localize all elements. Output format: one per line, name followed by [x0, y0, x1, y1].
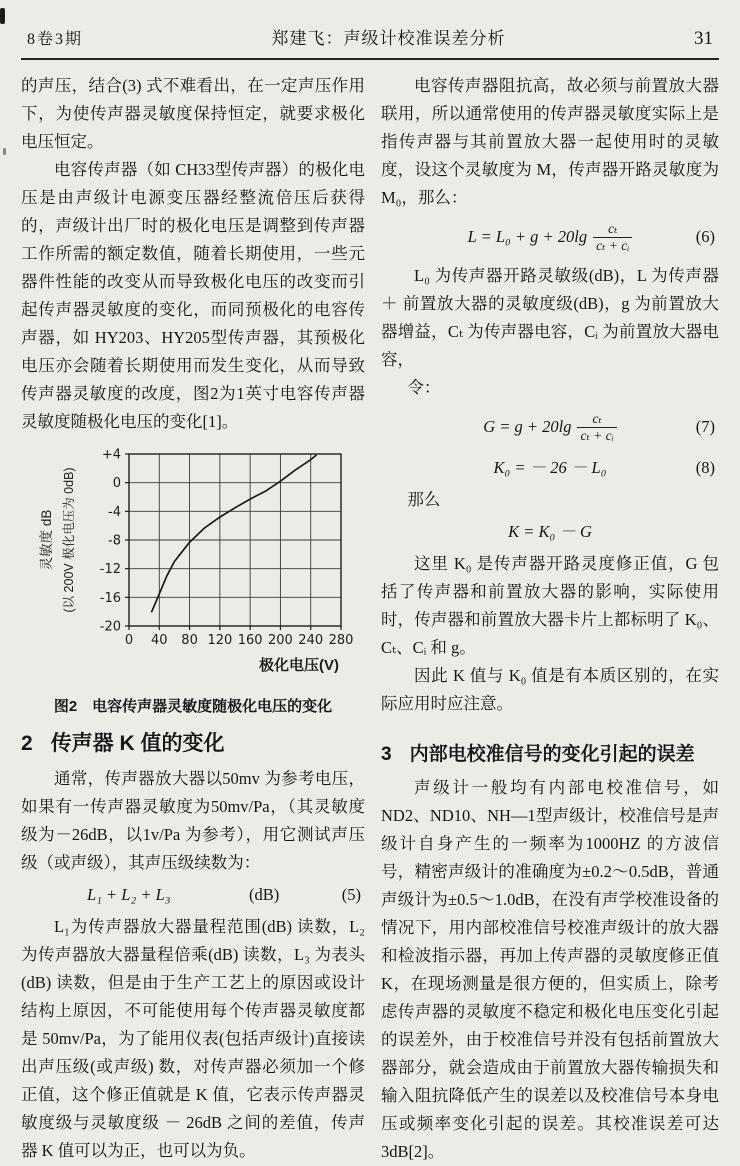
lead-word: 那么 — [407, 490, 441, 509]
svg-text:200: 200 — [268, 633, 293, 648]
header-rule — [21, 58, 719, 60]
figure-caption: 图2 电容传声器灵敏度随极化电压的变化 — [53, 698, 333, 715]
page-header — [21, 10, 719, 58]
formula-5 — [21, 879, 365, 911]
svg-text:160: 160 — [237, 633, 263, 648]
right-column — [381, 72, 719, 1166]
svg-text:40: 40 — [151, 633, 168, 648]
equation-number: (7) — [695, 417, 715, 436]
paragraph: 通常，传声器放大器以50mv 为参考电压，如果有一传声器灵敏度为50mv/Pa，（其灵敏度级为－26dB，以1v/Pa 为参考），用它测试声压级（或声级），其声压级续数为： — [21, 769, 365, 872]
svg-text:240: 240 — [298, 633, 324, 648]
equation-number: (6) — [695, 227, 715, 246]
svg-text:120: 120 — [207, 633, 233, 648]
section-2-heading — [21, 727, 365, 761]
section-number: 3 — [381, 744, 392, 765]
paragraph: 电容传声器阻抗高，故必须与前置放大器联用，所以通常使用的传声器灵敏度实际上是指传声器与其前置放大器一起使用时的灵敏度，设这个灵敏度为 M，传声器开路灵敏度为 M₀，那么： — [381, 76, 719, 207]
formula-unit: (dB) — [249, 885, 280, 904]
formula-body: L₁ + L₂ + L₃ — [87, 885, 171, 904]
equation-number: (8) — [695, 458, 715, 477]
formula-k — [381, 516, 719, 548]
lead-word: 令： — [407, 378, 441, 397]
scan-artifact — [0, 8, 5, 24]
paragraph: 电容传声器（如 CH33型传声器）的极化电压是由声级计电源变压器经整流倍压后获得的，声级计出厂时的极化电压是调整到传声器工作所需的额定数值，随着长期使用，一些元器件性能的改变从而导致极化电压的改变而引起传声器灵敏度的变化，而同预极化的电容传声器，如 HY203、HY205型传声器，其预极化电压亦会随着长期使用而发生变化，从而导致传声器灵敏度的改度，图2为1英寸电容传声器灵敏度随极化电压的变化[1]。 — [21, 160, 365, 431]
fraction-denominator: cₜ + cᵢ — [577, 427, 616, 444]
fraction-denominator: cₜ + cᵢ — [593, 237, 632, 254]
paragraph: L₁为传声器放大器量程范围(dB) 读数，L₂为传声器放大器量程倍乘(dB) 读数，L₃ 为表头(dB) 读数，但是由于生产工艺上的原因或设计结构上原因，不可能使用每个传声器灵敏度都是 50mv/Pa，为了能用仪表(包括声级计)直接读出声压级(或声级) 数，对传声器必须加一个修正值，这个修正值就是 K 值，它表示传声器灵敏度级与灵敏度级 － 26dB 之间的差值，传声器 K 值可以为正，也可以为负。 — [21, 917, 365, 1160]
figure-2 — [21, 446, 365, 719]
svg-text:80: 80 — [181, 633, 198, 648]
formula-body: K = K₀ － G — [508, 522, 592, 541]
svg-text:极化电压(V): 极化电压(V) — [259, 657, 339, 674]
fraction — [577, 411, 616, 444]
sensitivity-vs-voltage-chart — [21, 446, 365, 691]
formula-body: K₀ = － 26 － L₀ — [493, 458, 607, 477]
svg-text:(以 200V 极化电压为 0dB): (以 200V 极化电压为 0dB) — [62, 467, 76, 613]
svg-text:0: 0 — [124, 633, 134, 648]
svg-text:0: 0 — [112, 476, 121, 492]
svg-text:-16: -16 — [99, 590, 121, 606]
formula-body: L = L₀ + g + 20lg — [467, 227, 588, 246]
paragraph: 这里 K₀ 是传声器开路灵度修正值，G 包括了传声器和前置放大器的影响，实际使用时，传声器和前置放大器卡片上都标明了 K₀、Cₜ、Cᵢ 和 g。 — [381, 554, 719, 657]
scan-artifact — [3, 148, 6, 155]
svg-text:-20: -20 — [99, 619, 121, 635]
svg-text:-8: -8 — [108, 533, 121, 549]
section-3-heading — [381, 740, 719, 770]
svg-text:灵敏度 dB: 灵敏度 dB — [39, 509, 54, 571]
svg-text:-12: -12 — [99, 562, 121, 578]
equation-number: (5) — [341, 885, 361, 904]
formula-7 — [381, 404, 719, 450]
paragraph: L₀ 为传声器开路灵敏级(dB)，L 为传声器 ＋ 前置放大器的灵敏度级(dB)，g 为前置放大器增益，Cₜ 为传声器电容，Cᵢ 为前置放大器电容， — [381, 266, 719, 369]
section-title: 传声器 K 值的变化 — [50, 732, 225, 755]
fraction-numerator: cₜ — [592, 410, 602, 426]
formula-6 — [381, 214, 719, 260]
fraction — [593, 221, 632, 254]
paragraph: 声级计一般均有内部电校准信号，如ND2、ND10、NH—1型声级计，校准信号是声级计自身产生的一频率为1000HZ 的方波信号，精密声级计的准确度为±0.2～0.5dB，普通声级计为±0.5～1.0dB，在没有声学校准设备的情况下，用内部校准信号校准声级计的放大器和检波指示器，再加上传声器的灵敏度修正值 K，在现场测量是很方便的，但实质上，除考虑传声器的灵敏度不稳定和极化电压变化引起的误差外，由于校准信号并没有包括前置放大器部分，就会造成由于前置放大器传输损失和输入阻抗降低产生的误差以及校准信号本身电压或频率变化引起的误差。其校准误差可达3dB[2]。 — [381, 778, 719, 1161]
svg-text:-4: -4 — [108, 504, 121, 520]
formula-body: G = g + 20lg — [483, 417, 572, 436]
sensitivity-chart-svg — [21, 446, 365, 682]
formula-8 — [381, 452, 719, 484]
paragraph: 的声压，结合(3) 式不难看出，在一定声压作用下，为使传声器灵敏度保持恒定，就要求极化电压恒定。 — [21, 76, 365, 151]
fraction-numerator: cₜ — [608, 220, 618, 236]
page-number: 31 — [693, 28, 713, 49]
svg-text:280: 280 — [328, 633, 354, 648]
two-column-body — [21, 72, 719, 1166]
left-column — [21, 72, 365, 1166]
section-title: 内部电校准信号的变化引起的误差 — [409, 744, 695, 765]
running-title: 郑建飞：声级计校准误差分析 — [271, 29, 506, 48]
section-number: 2 — [21, 732, 33, 755]
svg-text:+4: +4 — [101, 447, 121, 463]
issue-label: 8卷3期 — [27, 31, 84, 48]
paragraph: 因此 K 值与 K₀ 值是有本质区别的，在实际应用时应注意。 — [381, 666, 719, 713]
